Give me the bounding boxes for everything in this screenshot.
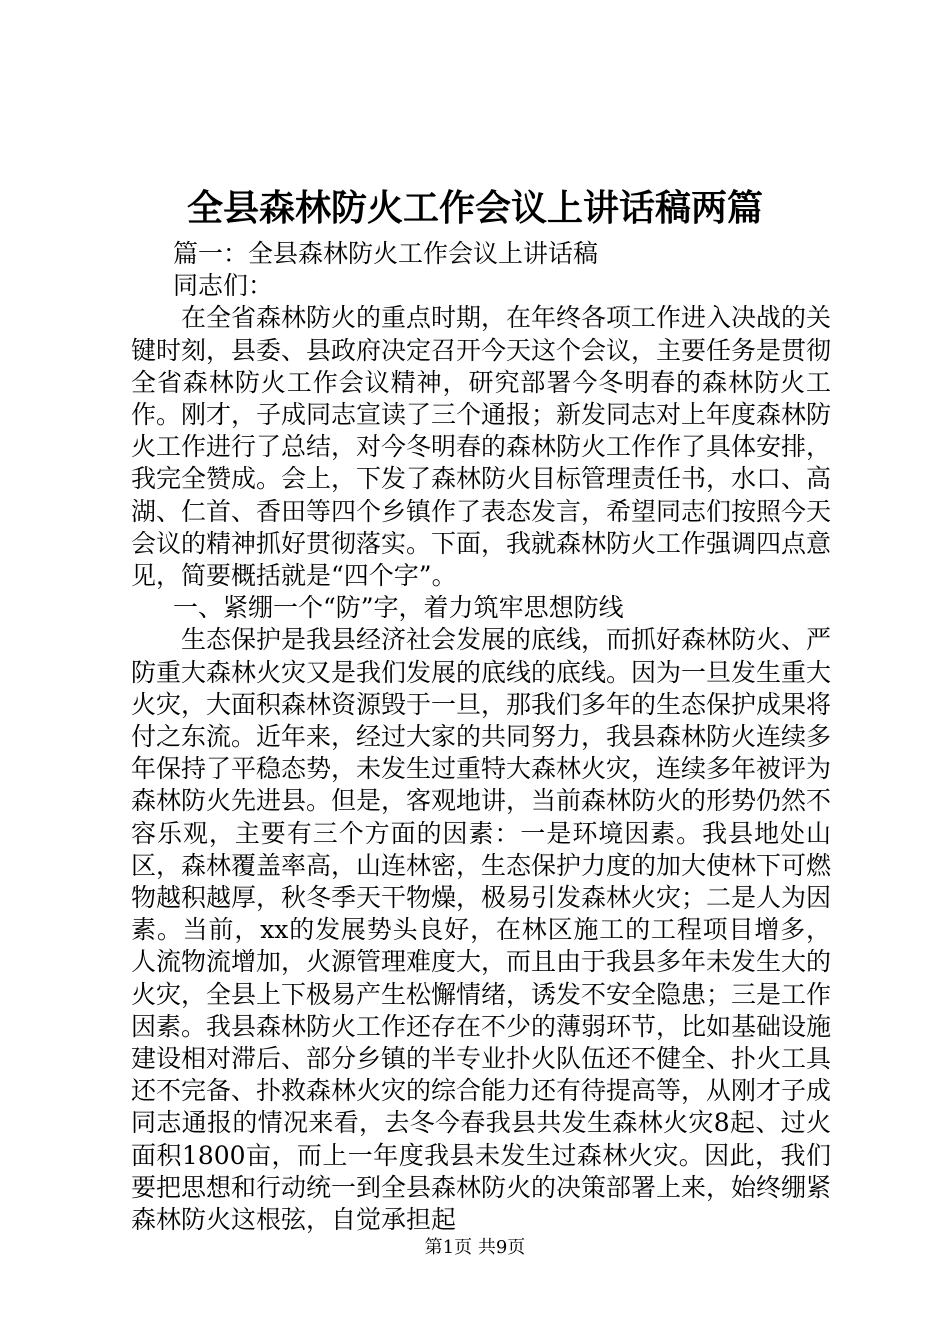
document-body (131, 238, 831, 1236)
section-heading: 篇一：全县森林防火工作会议上讲话稿 (173, 239, 599, 268)
body-paragraph: 生态保护是我县经济社会发展的底线，而抓好森林防火、严防重大森林火灾又是我们发展的底线的底线。因为一旦发生重大火灾，大面积森林资源毁于一旦，那我们多年的生态保护成果将付之东流。近年来，经过大家的共同努力，我县森林防火连续多年保持了平稳态势，未发生过重特大森林火灾，连续多年被评为森林防火先进县。但是，客观地讲，当前森林防火的形势仍然不容乐观，主要有三个方面的因素：一是环境因素。我县地处山区，森林覆盖率高，山连林密，生态保护力度的加大使林下可燃物越积越厚，秋冬季天干物燥，极易引发森林火灾；二是人为因素。当前，xx的发展势头良好，在林区施工的工程项目增多，人流物流增加，火源管理难度大，而且由于我县多年未发生大的火灾，全县上下极易产生松懈情绪，诱发不安全隐患；三是工作因素。我县森林防火工作还存在不少的薄弱环节，比如基础设施建设相对滞后、部分乡镇的半专业扑火队伍还不健全、扑火工具还不完备、扑救森林火灾的综合能力还有待提高等，从刚才子成同志通报的情况来看，去冬今春我县共发生森林火灾8起、过火面积1800亩，而上一年度我县未发生过森林火灾。因此，我们要把思想和行动统一到全县森林防火的决策部署上来，始终绷紧森林防火这根弦，自觉承担起 (131, 625, 832, 1235)
page-number: 第1页 共9页 (424, 1237, 526, 1258)
section-heading: 一、紧绷一个“防”字，着力筑牢思想防线 (173, 593, 624, 623)
salutation: 同志们： (173, 271, 274, 301)
document-title: 全县森林防火工作会议上讲话稿两篇 (186, 187, 763, 229)
body-paragraph: 在全省森林防火的重点时期，在年终各项工作进入决战的关键时刻，县委、县政府决定召开今天这个会议，主要任务是贯彻全省森林防火工作会议精神，研究部署今冬明春的森林防火工作。刚才，子成同志宣读了三个通报；新发同志对上年度森林防火工作进行了总结，对今冬明春的森林防火工作作了具体安排，我完全赞成。会上，下发了森林防火目标管理责任书，水口、高湖、仁首、香田等四个乡镇作了表态发言，希望同志们按照今天会议的精神抓好贯彻落实。下面，我就森林防火工作强调四点意见，简要概括就是“四个字”。 (131, 303, 832, 591)
